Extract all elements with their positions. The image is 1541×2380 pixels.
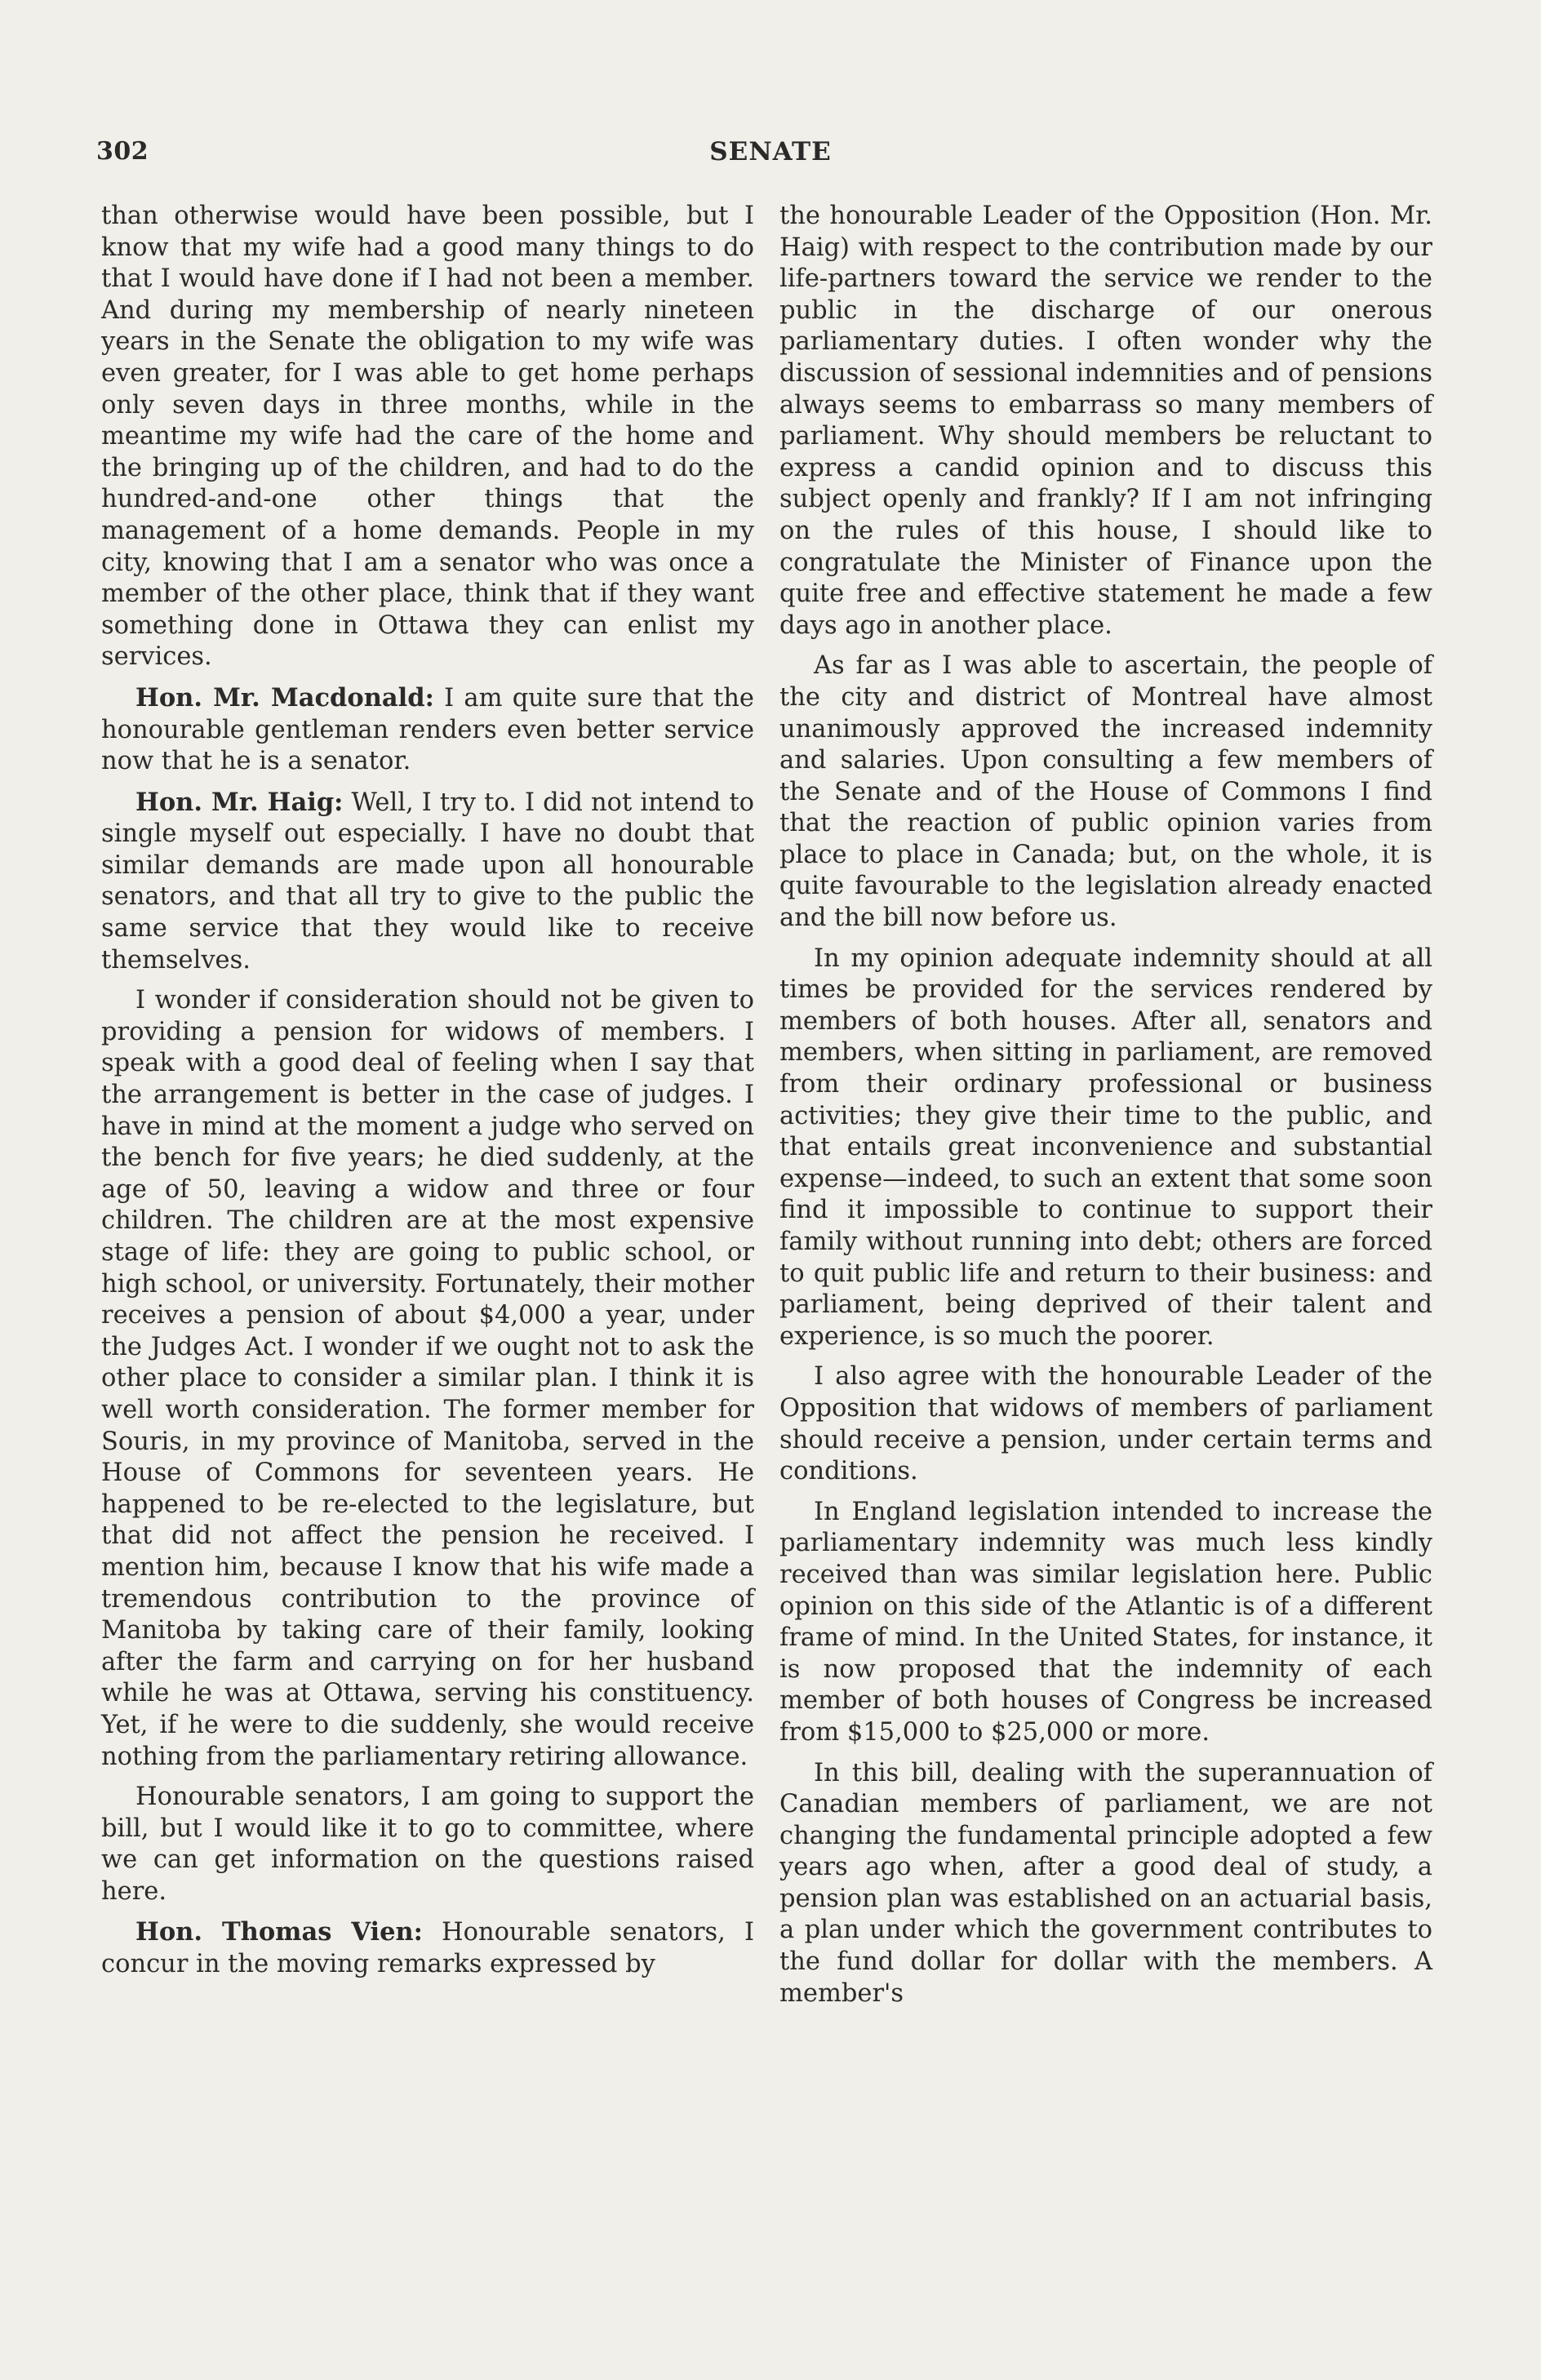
right-column <box>779 201 1432 2018</box>
left-column <box>101 201 754 1990</box>
paragraph: I wonder if consideration should not be given to providing a pension for widows of members. I speak with a good deal of feeling when I say that the arrangement is better in the case of judges. I have in mind at the moment a judge who served on the bench for five years; he died suddenly, at the age of 50, leaving a widow and three or four children. The children are at the most expensive stage of life: they are going to public school, or high school, or university. Fortunately, their mother receives a pension of about $4,000 a year, under the Judges Act. I wonder if we ought not to ask the other place to consider a similar plan. I think it is well worth consideration. The former member for Souris, in my province of Manitoba, served in the House of Commons for seventeen years. He happened to be re-elected to the legislature, but that did not affect the pension he received. I mention him, because I know that his wife made a tremendous contribution to the province of Manitoba by taking care of their family, looking after the farm and carrying on for her husband while he was at Ottawa, serving his constituency. Yet, if he were to die suddenly, she would receive nothing from the parliamentary retiring allowance. <box>101 986 754 1771</box>
page-number: 302 <box>96 137 149 166</box>
paragraph: As far as I was able to ascertain, the people of the city and district of Montreal have almost unanimously approved the increased indemnity and salaries. Upon consulting a few members of the Senate and of the House of Commons I find that the reaction of public opinion varies from place to place in Canada; but, on the whole, it is quite favourable to the legislation already enacted and the bill now before us. <box>779 651 1432 933</box>
paragraph: In this bill, dealing with the superannuation of Canadian members of parliament, we are not changing the fundamental principle adopted a few years ago when, after a good deal of study, a pension plan was established on an actuarial basis, a plan under which the government contributes to the fund dollar for dollar with the members. A member's <box>779 1758 1432 2008</box>
page-header <box>96 137 1445 176</box>
speech-paragraph <box>101 787 754 977</box>
paragraph: In England legislation intended to increase the parliamentary indemnity was much less kindly received than was similar legislation here. Public opinion on this side of the Atlantic is of a different frame of mind. In the United States, for instance, it is now proposed that the indemnity of each member of both houses of Congress be increased from $15,000 to $25,000 or more. <box>779 1497 1432 1747</box>
speaker-name: Hon. Thomas Vien: <box>135 1917 423 1947</box>
paragraph: than otherwise would have been possible, but I know that my wife had a good many things to do that I would have done if I had not been a member. And during my membership of nearly nineteen years in the Senate the obligation to my wife was even greater, for I was able to get home perhaps only seven days in three months, while in the meantime my wife had the care of the home and the bringing up of the children, and had to do the hundred-and-one other things that the management of a home demands. People in my city, knowing that I am a senator who was once a member of the other place, think that if they want something done in Ottawa they can enlist my services. <box>101 202 754 672</box>
paragraph: the honourable Leader of the Opposition (Hon. Mr. Haig) with respect to the contribution made by our life-partners toward the service we render to the public in the discharge of our onerous parliamentary duties. I often wonder why the discussion of sessional indemnities and of pensions always seems to embarrass so many members of parliament. Why should members be reluctant to express a candid opinion and to discuss this subject openly and frankly? If I am not infringing on the rules of this house, I should like to congratulate the Minister of Finance upon the quite free and effective statement he made a few days ago in another place. <box>779 202 1432 640</box>
speech-text: Well, I try to. I did not intend to single myself out especially. I have no doubt that similar demands are made upon all honourable senators, and that all try to give to the public the same service that they would like to receive themselves. <box>101 788 754 975</box>
running-head: SENATE <box>709 137 832 167</box>
paragraph: Honourable senators, I am going to support the bill, but I would like it to go to committee, where we can get information on the questions raised here. <box>101 1783 754 1906</box>
speaker-name: Hon. Mr. Haig: <box>135 787 344 817</box>
speaker-name: Hon. Mr. Macdonald: <box>135 682 434 713</box>
paragraph: I also agree with the honourable Leader of the Opposition that widows of members of parliament should receive a pension, under certain terms and conditions. <box>779 1362 1432 1486</box>
paragraph: In my opinion adequate indemnity should at all times be provided for the services rendered by members of both houses. After all, senators and members, when sitting in parliament, are removed from their ordinary professional or business activities; they give their time to the public, and that entails great inconvenience and substantial expense—indeed, to such an extent that some soon find it impossible to continue to support their family without running into debt; others are forced to quit public life and return to their business: and parliament, being deprived of their talent and experience, is so much the poorer. <box>779 944 1432 1351</box>
speech-paragraph <box>101 682 754 778</box>
speech-text: Honourable senators, I concur in the moving remarks expressed by <box>101 1918 754 1979</box>
speech-text: I am quite sure that the honourable gentleman renders even better service now that he is a senator. <box>101 683 754 776</box>
speech-paragraph <box>101 1916 754 1980</box>
